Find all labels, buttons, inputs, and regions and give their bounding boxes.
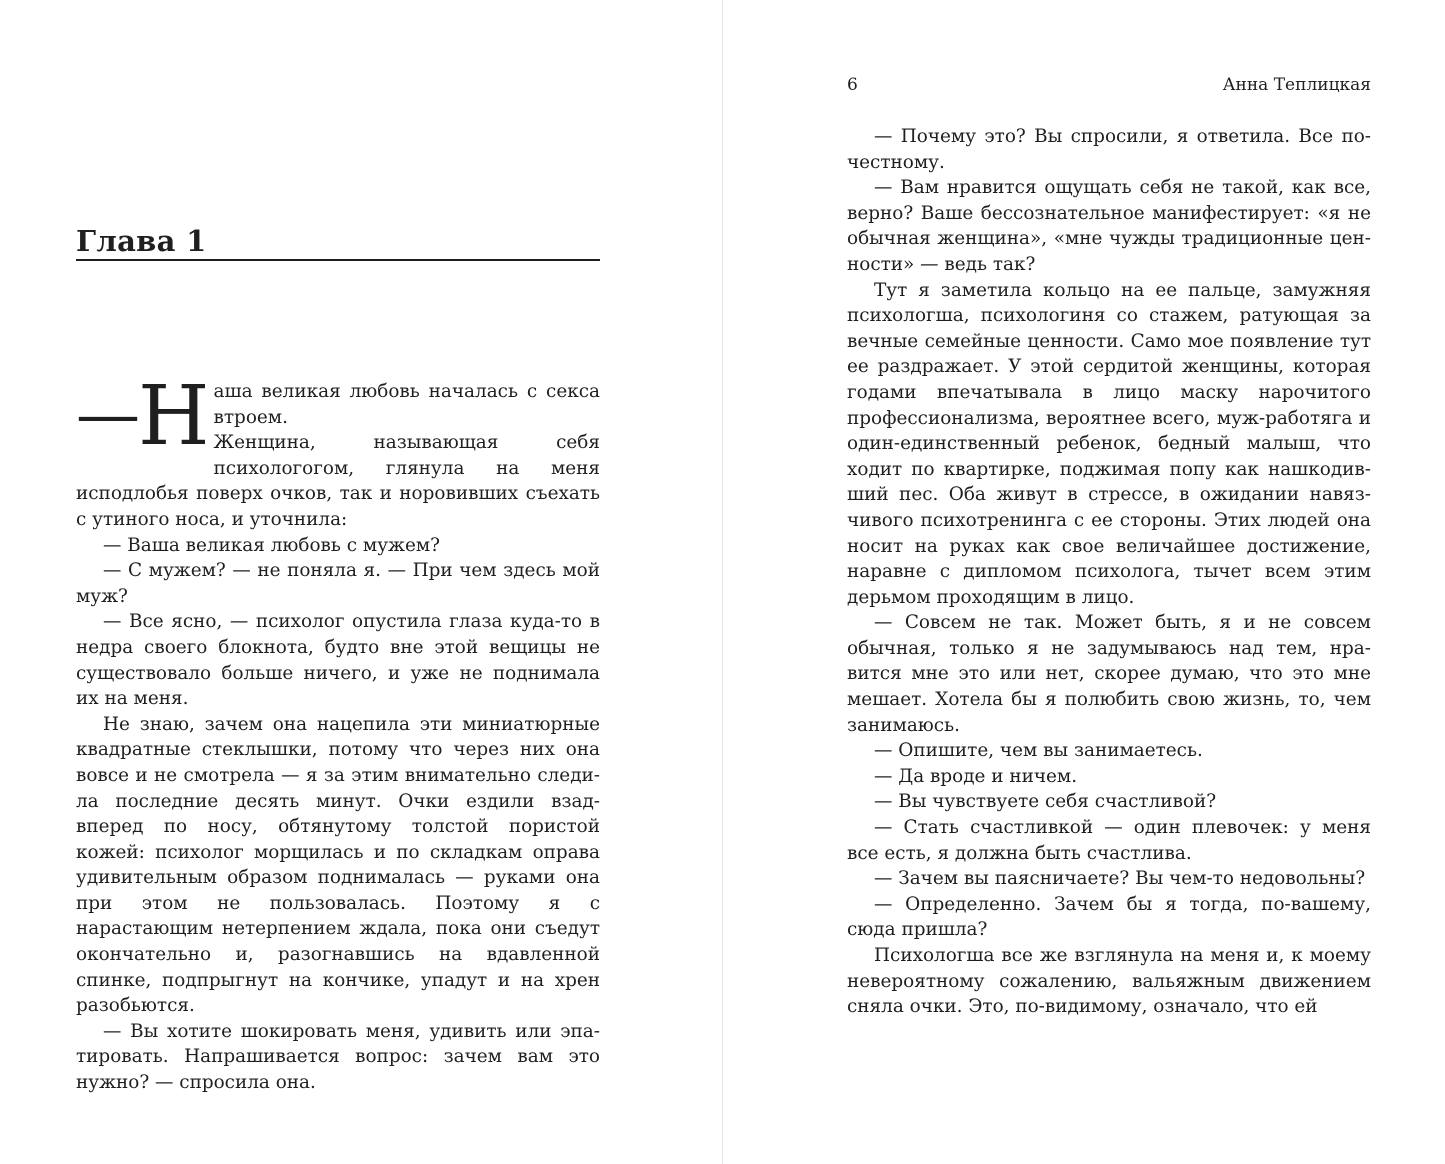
drop-cap [76, 369, 210, 464]
page-number: 6 [847, 75, 858, 95]
paragraph: Психологша все же взглянула на меня и, к моему невероятному сожалению, вальяжным движением сняла очки. Это, по-видимому, означало, что ей [847, 945, 1371, 1018]
right-page-text [847, 124, 1371, 1020]
paragraph: — С мужем? — не поняла я. — При чем здесь мой муж? [76, 560, 600, 607]
drop-cap-letter: Н [138, 369, 210, 464]
paragraph: Женщина, называющая себя психологогом, глянула на меня исподлобья поверх очков, так и норовивших съехать с утиного носа, и уточнила: [76, 432, 600, 530]
paragraph: Не знаю, зачем она нацепила эти миниатюрные квадратные стеклышки, потому что через них она вовсе и не смотрела — я за этим внимательно следила последние десять минут. Очки ездили взад-вперед по носу, обтянутому толстой пористой кожей: психолог морщилась и по складкам оправа удивительным образом поднималась — руками она при этом не пользовалась. Поэтому я с нарастающим нетерпением ждала, пока они съедут окончательно и, разогнавшись на вдавленной спинке, подпрыгнут на кончике, упадут и на хрен разобьются. [76, 713, 600, 1017]
left-page-text [76, 369, 600, 1096]
paragraph: — Определенно. Зачем бы я тогда, по-вашему, сюда пришла? [847, 893, 1371, 941]
paragraph: — Опишите, чем вы занимаетесь. [874, 740, 1203, 762]
paragraph: Тут я заметила кольцо на ее пальце, замужняя психологша, психологиня со стажем, ратующая за вечные семейные ценности. Само мое появление тут ее раздражает. У этой сердитой женщины, которая годами впечатывала в лицо маску нарочитого профессионализма, вероятнее всего, муж-работяга и один-единственный ребенок, бедный малыш, что ходит по квартирке, поджимая попу как нашкодивший пес. Оба живут в стрессе, в ожидании навязчивого психотренинга с ее стороны. Этих людей она носит на руках как свое величайшее достижение, наравне с дипломом психолога, тычет всем этим дерьмом проходящим в лицо. [847, 279, 1371, 608]
paragraph: — Вам нравится ощущать себя не такой, как все, верно? Ваше бессознательное манифестирует: «я не обычная женщина», «мне чужды традиционные ценности» — ведь так? [847, 177, 1371, 275]
paragraph: — Все ясно, — психолог опустила глаза куда-то в недра своего блокнота, будто вне этой вещицы не существовало больше ничего, и уже не поднимала их на меня. [76, 611, 600, 710]
paragraph: — Совсем не так. Может быть, я и не совсем обычная, только я не задумываюсь над тем, нравится мне это или нет, скорее думаю, что это мне мешает. Хотела бы я полюбить свою жизнь, то, чем занимаюсь. [847, 612, 1371, 736]
chapter-title: Глава 1 [76, 224, 600, 261]
paragraph: — Да вроде и ничем. [874, 765, 1078, 787]
paragraph: — Стать счастливкой — один плевочек: у меня все есть, я должна быть счастлива. [847, 817, 1371, 864]
paragraph: — Зачем вы паясничаете? Вы чем-то недовольны? [874, 868, 1366, 890]
paragraph: — Ваша великая любовь с мужем? [103, 534, 440, 556]
right-page [847, 0, 1371, 1164]
running-head [847, 74, 1371, 96]
paragraph: — Вы чувствуете себя счастливой? [874, 791, 1217, 813]
paragraph: — Почему это? Вы спросили, я ответила. Все по-честному. [847, 126, 1371, 173]
left-page [76, 0, 600, 1164]
author-name: Анна Теплицкая [1222, 75, 1371, 95]
drop-cap-dash: — [76, 378, 138, 452]
paragraph: аша великая любовь началась с секса втроем. [213, 381, 600, 428]
paragraph: — Вы хотите шокировать меня, удивить или эпатировать. Напрашивается вопрос: зачем вам это нужно? — спросила она. [76, 1020, 600, 1094]
spread-gutter [722, 0, 723, 1164]
